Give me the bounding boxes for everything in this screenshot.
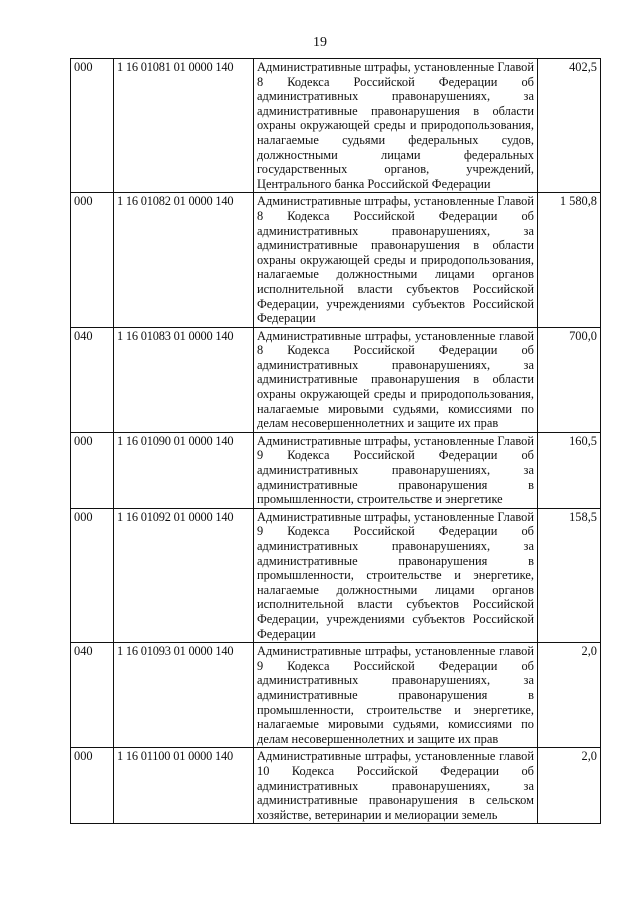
amount-cell: 402,5 xyxy=(538,59,601,193)
page-number: 19 xyxy=(313,35,327,50)
kbk-code-cell: 1 16 01092 01 0000 140 xyxy=(114,508,254,642)
table-row xyxy=(71,508,601,642)
admin-code-cell: 000 xyxy=(71,59,114,193)
kbk-code-cell: 1 16 01093 01 0000 140 xyxy=(114,643,254,748)
kbk-code-cell: 1 16 01100 01 0000 140 xyxy=(114,748,254,824)
amount-cell: 160,5 xyxy=(538,432,601,508)
description-cell: Административные штрафы, установленные Главой 9 Кодекса Российской Федерации об административных правонарушениях, за административные правонарушения в промышленности, строительстве и энергетике xyxy=(254,432,538,508)
revenue-table xyxy=(70,58,601,824)
table-row xyxy=(71,193,601,327)
table-row xyxy=(71,59,601,193)
kbk-code-cell: 1 16 01082 01 0000 140 xyxy=(114,193,254,327)
admin-code-cell: 040 xyxy=(71,643,114,748)
amount-cell: 1 580,8 xyxy=(538,193,601,327)
amount-cell: 2,0 xyxy=(538,748,601,824)
amount-cell: 2,0 xyxy=(538,643,601,748)
description-cell: Административные штрафы, установленные главой 10 Кодекса Российской Федерации об административных правонарушениях, за административные правонарушения в сельском хозяйстве, ветеринарии и мелиорации земель xyxy=(254,748,538,824)
admin-code-cell: 000 xyxy=(71,432,114,508)
admin-code-cell: 000 xyxy=(71,193,114,327)
admin-code-cell: 000 xyxy=(71,748,114,824)
table-row xyxy=(71,327,601,432)
kbk-code-cell: 1 16 01090 01 0000 140 xyxy=(114,432,254,508)
description-cell: Административные штрафы, установленные главой 9 Кодекса Российской Федерации об административных правонарушениях, за административные правонарушения в промышленности, строительстве и энергетике, налагаемые мировыми судьями, комиссиями по делам несовершеннолетних и защите их прав xyxy=(254,643,538,748)
table-row xyxy=(71,748,601,824)
description-cell: Административные штрафы, установленные Главой 8 Кодекса Российской Федерации об административных правонарушениях, за административные правонарушения в области охраны окружающей среды и природопользования, налагаемые судьями федеральных судов, должностными лицами федеральных государственных органов, учреждений, Центрального банка Российской Федерации xyxy=(254,59,538,193)
table-row xyxy=(71,643,601,748)
table-row xyxy=(71,432,601,508)
description-cell: Административные штрафы, установленные Главой 9 Кодекса Российской Федерации об административных правонарушениях, за административные правонарушения в промышленности, строительстве и энергетике, налагаемые должностными лицами органов исполнительной власти субъектов Российской Федерации, учреждениями субъектов Российской Федерации xyxy=(254,508,538,642)
kbk-code-cell: 1 16 01081 01 0000 140 xyxy=(114,59,254,193)
admin-code-cell: 040 xyxy=(71,327,114,432)
amount-cell: 700,0 xyxy=(538,327,601,432)
amount-cell: 158,5 xyxy=(538,508,601,642)
kbk-code-cell: 1 16 01083 01 0000 140 xyxy=(114,327,254,432)
description-cell: Административные штрафы, установленные Главой 8 Кодекса Российской Федерации об административных правонарушениях, за административные правонарушения в области охраны окружающей среды и природопользования, налагаемые должностными лицами органов исполнительной власти субъектов Российской Федерации, учреждениями субъектов Российской Федерации xyxy=(254,193,538,327)
admin-code-cell: 000 xyxy=(71,508,114,642)
description-cell: Административные штрафы, установленные главой 8 Кодекса Российской Федерации об административных правонарушениях, за административные правонарушения в области охраны окружающей среды и природопользования, налагаемые мировыми судьями, комиссиями по делам несовершеннолетних и защите их прав xyxy=(254,327,538,432)
